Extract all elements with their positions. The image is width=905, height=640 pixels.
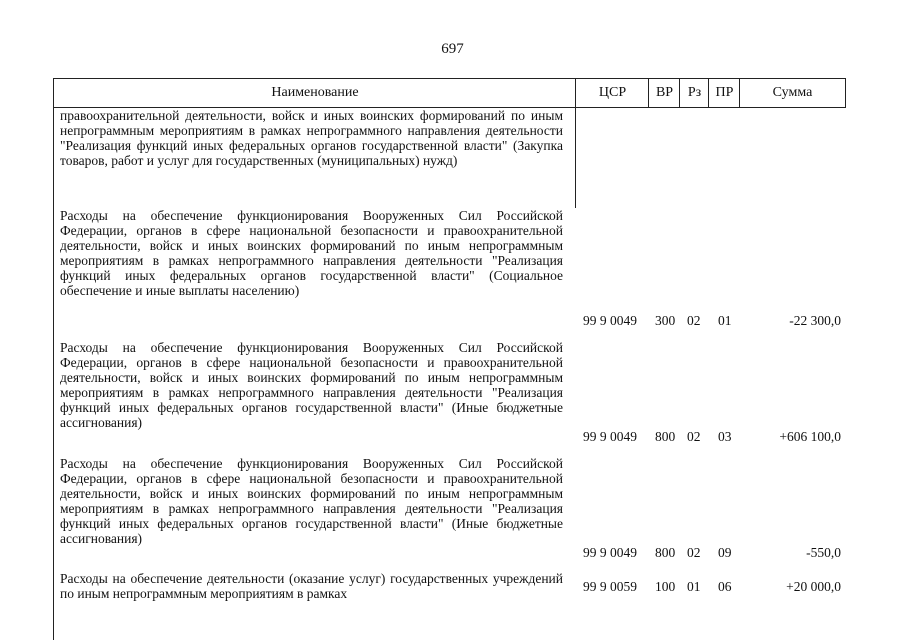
budget-table — [53, 78, 846, 640]
header-rz: Рз — [687, 85, 702, 100]
page-number: 697 — [441, 41, 464, 57]
table-row — [60, 572, 563, 602]
row-name: Расходы на обеспечение функционирования Вооруженных Сил Российской Федерации, органов в сфере национальной безопасности и правоохранительной деятельности, войск и иных воинских формирований по иным непрограммным мероприятиям в рамках непрограммного направления деятельности "Реализация функций иных федеральных органов государственной власти" (Иные бюджетные ассигнования) — [60, 340, 563, 430]
header-csr: ЦСР — [598, 85, 627, 100]
row-sum: +20 000,0 — [786, 579, 841, 594]
table-row — [60, 209, 563, 298]
row-name: Расходы на обеспечение функционирования Вооруженных Сил Российской Федерации, органов в сфере национальной безопасности и правоохранительной деятельности, войск и иных воинских формирований по иным непрограммным мероприятиям в рамках непрограммного направления деятельности "Реализация функций иных федеральных органов государственной власти" (Иные бюджетные ассигнования) — [60, 456, 563, 546]
header-sum: Сумма — [772, 85, 813, 100]
table-row — [60, 457, 563, 546]
table-row — [60, 109, 563, 169]
row-csr: 99 9 0059 — [583, 579, 637, 594]
row-vr: 100 — [655, 579, 676, 594]
row-pr: 01 — [718, 313, 732, 328]
table-row — [60, 341, 563, 430]
row-pr: 03 — [718, 429, 732, 444]
table-column-divider — [575, 108, 576, 208]
table-header-row — [53, 78, 846, 108]
row-name: Расходы на обеспечение функционирования Вооруженных Сил Российской Федерации, органов в сфере национальной безопасности и правоохранительной деятельности, войск и иных воинских формирований по иным непрограммным мероприятиям в рамках непрограммного направления деятельности "Реализация функций иных федеральных органов государственной власти" (Социальное обеспечение и иные выплаты населению) — [60, 208, 563, 298]
row-csr: 99 9 0049 — [583, 313, 637, 328]
row-name: правоохранительной деятельности, войск и иных воинских формирований по иным непрограммным мероприятиям в рамках непрограммного направления деятельности "Реализация функций иных федеральных органов государственной власти" (Закупка товаров, работ и услуг для государственных (муниципальных) нужд) — [60, 108, 563, 168]
row-sum: -550,0 — [806, 545, 841, 560]
row-pr: 09 — [718, 545, 732, 560]
row-vr: 800 — [655, 545, 676, 560]
row-csr: 99 9 0049 — [583, 429, 637, 444]
row-vr: 300 — [655, 313, 676, 328]
row-csr: 99 9 0049 — [583, 545, 637, 560]
row-rz: 02 — [687, 545, 701, 560]
row-rz: 01 — [687, 579, 701, 594]
row-rz: 02 — [687, 313, 701, 328]
row-name: Расходы на обеспечение деятельности (оказание услуг) государственных учреждений по иным непрограммным мероприятиям в рамках — [60, 571, 563, 601]
header-vr: ВР — [655, 85, 674, 100]
header-pr: ПР — [715, 85, 734, 100]
row-sum: +606 100,0 — [779, 429, 841, 444]
row-vr: 800 — [655, 429, 676, 444]
row-sum: -22 300,0 — [789, 313, 841, 328]
row-pr: 06 — [718, 579, 732, 594]
header-name: Наименование — [271, 85, 359, 100]
table-left-border — [53, 108, 54, 640]
row-rz: 02 — [687, 429, 701, 444]
